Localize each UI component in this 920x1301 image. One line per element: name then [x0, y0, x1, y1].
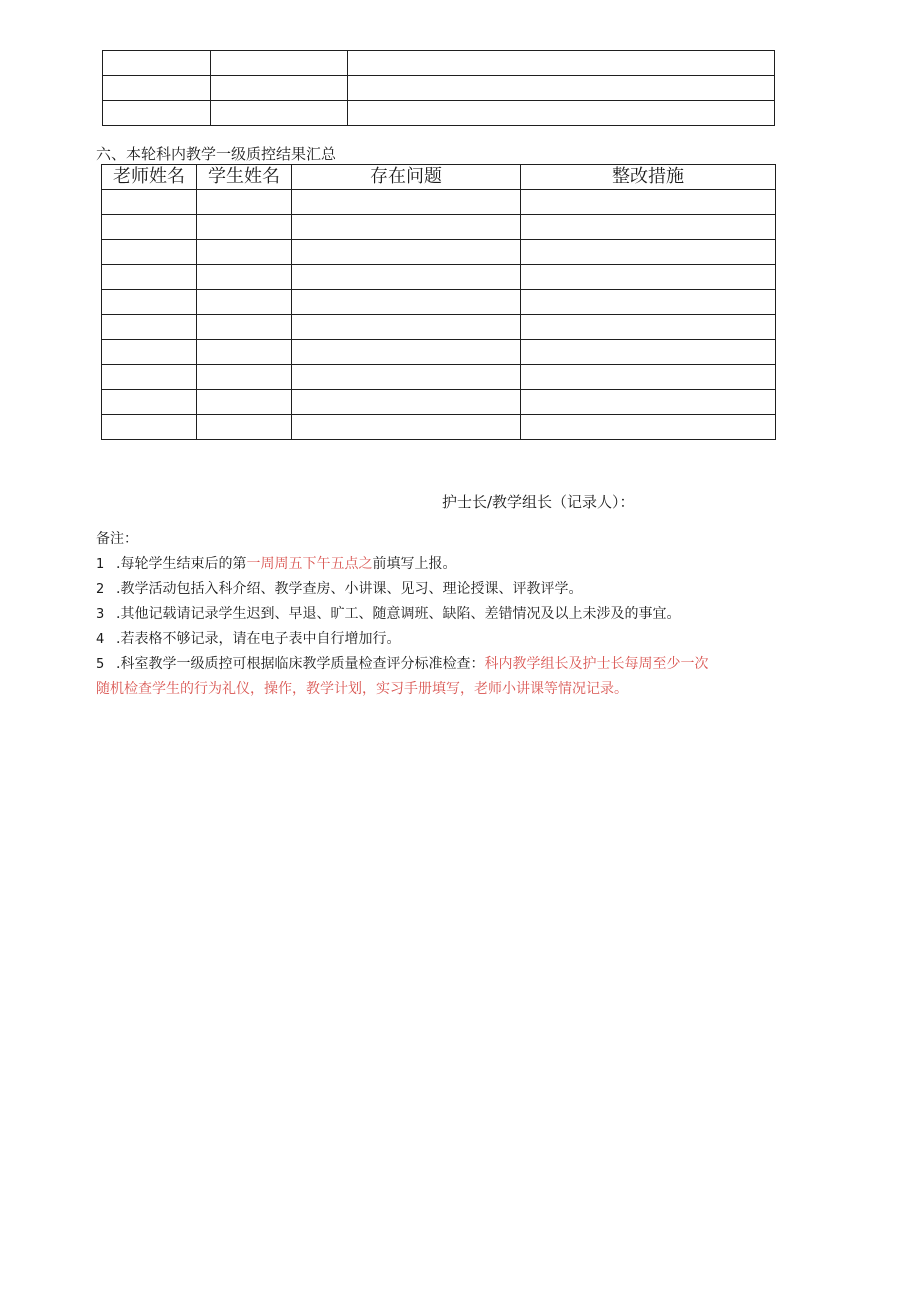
section-six-title: 六、本轮科内教学一级质控结果汇总 — [96, 145, 337, 163]
table-cell[interactable] — [348, 101, 775, 126]
table-row — [102, 315, 776, 340]
notes-title: 备注： — [96, 531, 138, 547]
signature-label: 护士长/教学组长（记录人）： — [442, 493, 635, 511]
note-item-1 — [96, 552, 708, 577]
table-cell[interactable] — [521, 240, 776, 265]
table-cell[interactable] — [292, 240, 521, 265]
table-cell[interactable] — [521, 415, 776, 440]
table-row — [102, 240, 776, 265]
note-number: 1 — [96, 557, 105, 572]
table-cell[interactable] — [197, 390, 292, 415]
table-cell[interactable] — [197, 265, 292, 290]
note-number: 4 — [96, 632, 105, 647]
table-cell[interactable] — [102, 240, 197, 265]
table-cell[interactable] — [197, 365, 292, 390]
table-cell[interactable] — [292, 265, 521, 290]
note-text: .科室教学一级质控可根据临床教学质量检查评分标准检查： — [116, 656, 485, 672]
table-row — [102, 215, 776, 240]
table-row — [102, 365, 776, 390]
notes-section — [96, 527, 708, 702]
table-cell[interactable] — [521, 315, 776, 340]
note-item-3 — [96, 602, 708, 627]
table-cell[interactable] — [292, 365, 521, 390]
note-item-5 — [96, 652, 708, 677]
table-cell[interactable] — [292, 215, 521, 240]
table-cell[interactable] — [521, 340, 776, 365]
table-cell[interactable] — [521, 215, 776, 240]
table-cell[interactable] — [211, 51, 348, 76]
table-row — [102, 390, 776, 415]
table-cell[interactable] — [197, 240, 292, 265]
header-student-name: 学生姓名 — [197, 165, 292, 190]
table-cell[interactable] — [292, 340, 521, 365]
table-cell[interactable] — [197, 415, 292, 440]
table-row — [102, 265, 776, 290]
table-cell[interactable] — [197, 290, 292, 315]
note-text: 前填写上报。 — [372, 556, 457, 572]
header-teacher-name: 老师姓名 — [102, 165, 197, 190]
note-highlight: 科内教学组长及护士长每周至少一次 — [484, 656, 709, 672]
note-text: .其他记载请记录学生迟到、早退、旷工、随意调班、缺陷、差错情况及以上未涉及的事宜。 — [116, 606, 681, 622]
table-row — [102, 415, 776, 440]
table-cell[interactable] — [197, 315, 292, 340]
table-cell[interactable] — [521, 290, 776, 315]
table-header-row — [102, 165, 776, 190]
table-cell[interactable] — [102, 290, 197, 315]
quality-control-summary-table — [101, 164, 776, 440]
table-cell[interactable] — [103, 51, 211, 76]
note-item-2 — [96, 577, 708, 602]
note-text: .若表格不够记录，请在电子表中自行增加行。 — [116, 631, 401, 647]
table-cell[interactable] — [102, 340, 197, 365]
table-cell[interactable] — [348, 76, 775, 101]
note-number: 2 — [96, 582, 105, 597]
table-row — [102, 340, 776, 365]
table-cell[interactable] — [292, 390, 521, 415]
table-cell[interactable] — [103, 76, 211, 101]
table-cell[interactable] — [292, 290, 521, 315]
note-text: .教学活动包括入科介绍、教学查房、小讲课、见习、理论授课、评教评学。 — [116, 581, 583, 597]
note-item-5-continued: 随机检查学生的行为礼仪，操作，教学计划，实习手册填写，老师小讲课等情况记录。 — [96, 681, 628, 697]
table-cell[interactable] — [292, 190, 521, 215]
table-cell[interactable] — [348, 51, 775, 76]
note-text: .每轮学生结束后的第 — [116, 556, 247, 572]
table-cell[interactable] — [102, 415, 197, 440]
table-cell[interactable] — [521, 265, 776, 290]
header-problems: 存在问题 — [292, 165, 521, 190]
table-cell[interactable] — [102, 215, 197, 240]
table-cell[interactable] — [521, 365, 776, 390]
table-row — [103, 76, 775, 101]
table-row — [103, 51, 775, 76]
table-cell[interactable] — [102, 265, 197, 290]
table-cell[interactable] — [521, 190, 776, 215]
previous-section-table — [102, 50, 775, 126]
table-cell[interactable] — [292, 415, 521, 440]
table-cell[interactable] — [102, 315, 197, 340]
table-row — [102, 190, 776, 215]
table-cell[interactable] — [292, 315, 521, 340]
table-cell[interactable] — [211, 101, 348, 126]
header-corrective-measures: 整改措施 — [521, 165, 776, 190]
table-cell[interactable] — [211, 76, 348, 101]
table-cell[interactable] — [102, 365, 197, 390]
table-row — [103, 101, 775, 126]
table-cell[interactable] — [197, 340, 292, 365]
note-item-4 — [96, 627, 708, 652]
table-row — [102, 290, 776, 315]
note-highlight: 一周周五下午五点之 — [246, 556, 373, 572]
table-cell[interactable] — [197, 190, 292, 215]
note-number: 5 — [96, 657, 105, 672]
table-cell[interactable] — [521, 390, 776, 415]
note-number: 3 — [96, 607, 105, 622]
table-cell[interactable] — [102, 390, 197, 415]
table-cell[interactable] — [103, 101, 211, 126]
table-cell[interactable] — [102, 190, 197, 215]
table-cell[interactable] — [197, 215, 292, 240]
